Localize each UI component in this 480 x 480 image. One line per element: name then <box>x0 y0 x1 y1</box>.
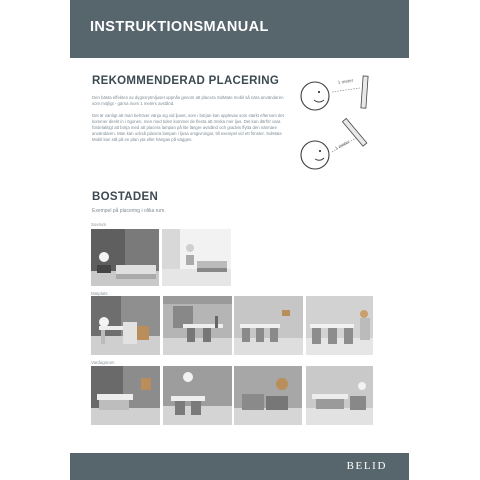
dining-photo-3 <box>234 296 303 355</box>
living-photo-3 <box>234 366 302 425</box>
placement-paragraph-1: Den bästa effekten av dygnsrytmljuset uppnås genom att placera SolMate mobil så nära användaren som möjligt - gärna inom 1 meters avstånd. <box>92 95 284 106</box>
bedroom-photo-1 <box>91 229 159 286</box>
placement-heading: REKOMMENDERAD PLACERING <box>92 75 280 87</box>
home-heading: BOSTADEN <box>92 191 159 203</box>
room-label-bedroom: Sovrum <box>91 222 107 227</box>
distance-label-2: 1 meter <box>334 139 351 151</box>
footer-band <box>70 453 409 480</box>
placement-diagram <box>300 70 405 182</box>
bedroom-photo-2 <box>162 229 231 286</box>
dining-photo-2 <box>163 296 232 355</box>
placement-paragraph-2: Det är vanligt att man behöver vänja sig vid ljuset, som i början kan upplevas som starkt eftersom det kommer direkt in i ögonen, men med tiden kommer de flesta att önska mer ljus. Det kan därför vara fördelaktigt att börja med att placera lampan på lite längre avstånd och gradvis flytta den närmare användaren. Man kan också placera lampan i ljusa omgivningar, till exempel vid ett fönster. SolMate Mobil kan stå på en plan yta eller hängas på väggen. <box>92 113 285 142</box>
dining-photo-1 <box>91 296 160 355</box>
room-label-living: Vardagsrum <box>91 360 115 365</box>
page-title: INSTRUKTIONSMANUAL <box>90 19 269 35</box>
distance-label-1: 1 meter <box>337 77 354 85</box>
header-band <box>70 0 409 58</box>
room-label-dining: Matplats <box>91 291 108 296</box>
living-photo-4 <box>306 366 373 425</box>
home-subtitle: Exempel på placering i olika rum. <box>92 208 166 214</box>
living-photo-1 <box>91 366 160 425</box>
lamp-icon <box>361 76 368 108</box>
living-photo-2 <box>163 366 232 425</box>
face-icon <box>301 82 329 110</box>
dining-photo-4 <box>306 296 373 355</box>
brand-logo: BELID <box>346 460 387 472</box>
face-icon <box>301 141 329 169</box>
manual-page <box>70 0 409 480</box>
distance-line <box>332 88 360 92</box>
